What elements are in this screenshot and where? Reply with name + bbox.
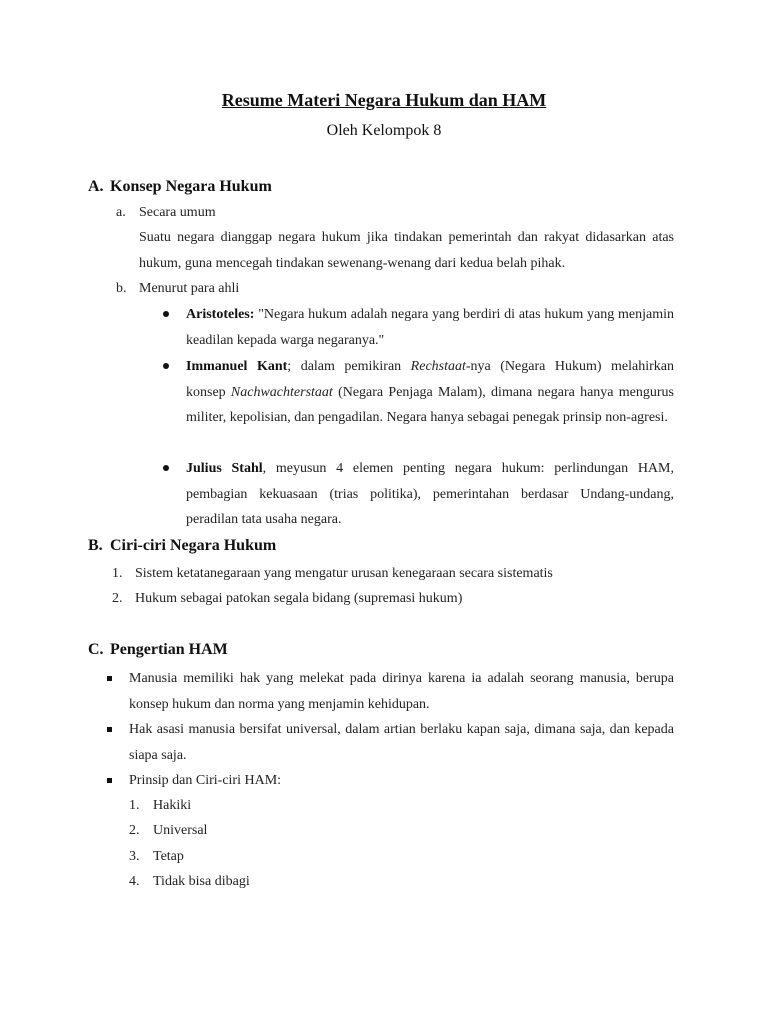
item-b-marker: b. — [116, 281, 127, 296]
section-a-heading — [88, 176, 272, 198]
expert-text: (Negara Penjaga Malam), dimana negara hanya mengurus militer, kepolisian, dan pengadilan. Negara hanya sebagai penegak prinsip non-agresi. — [186, 384, 674, 425]
principle-marker: 4. — [129, 874, 140, 889]
list-item: Sistem ketatanegaraan yang mengatur urusan kenegaraan secara sistematis — [135, 566, 553, 581]
expert-text: -nya (Negara Hukum) melahirkan konsep — [186, 359, 674, 400]
principle-marker: 1. — [129, 798, 140, 813]
bullet-square-icon — [107, 778, 112, 783]
list-item: Prinsip dan Ciri-ciri HAM: — [129, 773, 282, 788]
item-a-marker: a. — [116, 205, 126, 220]
principle-item: Tetap — [153, 849, 184, 864]
principle-item: Universal — [153, 823, 208, 838]
expert-name: Aristoteles: — [186, 307, 255, 322]
principle-item: Hakiki — [153, 798, 192, 813]
expert-stahl — [186, 456, 674, 533]
list-item-marker: 2. — [112, 591, 123, 606]
section-a-title: Konsep Negara Hukum — [110, 178, 272, 195]
list-item: Hak asasi manusia bersifat universal, dalam artian berlaku kapan saja, dimana saja, dan kepada siapa saja. — [129, 722, 674, 763]
principle-marker: 3. — [129, 849, 140, 864]
principle-marker: 2. — [129, 823, 140, 838]
bullet-dot-icon — [163, 465, 169, 471]
list-item: Manusia memiliki hak yang melekat pada dirinya karena ia adalah seorang manusia, berupa konsep hukum dan norma yang menjamin kehidupan. — [129, 671, 674, 712]
expert-text: , meyusun 4 elemen penting negara hukum: perlindungan HAM, pembagian kekuasaan (trias politika), pemerintahan berdasar Undang-undang, peradilan tata usaha negara. — [186, 461, 674, 527]
bullet-dot-icon — [163, 311, 169, 317]
section-b-heading — [88, 535, 276, 557]
expert-name: Julius Stahl — [186, 461, 263, 476]
expert-kant — [186, 354, 674, 431]
expert-text: ; dalam pemikiran — [287, 359, 411, 374]
document-title: Resume Materi Negara Hukum dan HAM — [221, 90, 547, 110]
expert-text: "Negara hukum adalah negara yang berdiri di atas hukum yang menjamin keadilan kepada warga negaranya." — [186, 307, 674, 348]
bullet-square-icon — [107, 727, 112, 732]
expert-aristoteles — [186, 302, 674, 353]
bullet-dot-icon — [163, 363, 169, 369]
item-b-label: Menurut para ahli — [139, 281, 240, 296]
item-a-text: Suatu negara dianggap negara hukum jika tindakan pemerintah dan rakyat didasarkan atas hukum, guna mencegah tindakan sewenang-wenang dari kedua belah pihak. — [139, 230, 674, 271]
section-c-heading — [88, 639, 228, 661]
document-subtitle: Oleh Kelompok 8 — [326, 122, 442, 139]
bullet-square-icon — [107, 676, 112, 681]
item-a-label: Secara umum — [139, 205, 216, 220]
principle-item: Tidak bisa dibagi — [153, 874, 250, 889]
section-c-letter: C. — [88, 641, 104, 658]
section-b-title: Ciri-ciri Negara Hukum — [110, 537, 277, 554]
list-item-marker: 1. — [112, 566, 123, 581]
list-item: Hukum sebagai patokan segala bidang (supremasi hukum) — [135, 591, 463, 606]
term-nachwachterstaat: Nachwachterstaat — [230, 384, 333, 400]
expert-name: Immanuel Kant — [186, 359, 288, 374]
section-b-letter: B. — [88, 537, 103, 554]
section-c-title: Pengertian HAM — [110, 641, 228, 658]
term-rechstaat: Rechstaat — [410, 359, 466, 374]
section-a-letter: A. — [88, 178, 104, 195]
